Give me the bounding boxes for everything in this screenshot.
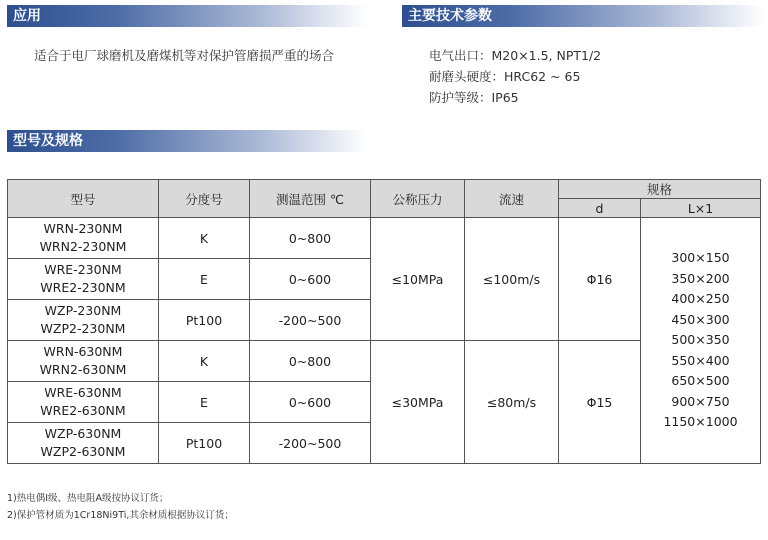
pressure-cell: ≤10MPa	[371, 218, 465, 341]
section-header-application: 应用	[7, 5, 367, 27]
header-range: 测温范围 ℃	[250, 180, 371, 218]
division-cell: Pt100	[159, 300, 250, 341]
flow-cell: ≤100m/s	[465, 218, 559, 341]
model-cell: WRE-630NM WRE2-630NM	[8, 382, 159, 423]
header-model: 型号	[8, 180, 159, 218]
header-spec: 规格	[559, 180, 761, 199]
header-d: d	[559, 199, 641, 218]
pressure-cell: ≤30MPa	[371, 341, 465, 464]
footnote-1: 1)热电偶Ⅰ级、热电阻A级按协议订货；	[7, 493, 169, 504]
range-cell: 0~800	[250, 341, 371, 382]
tech-param-hardness: 耐磨头硬度：HRC62 ~ 65	[429, 69, 581, 84]
range-cell: 0~800	[250, 218, 371, 259]
length-list-cell: 300×150 350×200 400×250 450×300 500×350 550×400 650×500 900×750 1150×1000	[641, 218, 761, 464]
model-cell: WZP-230NM WZP2-230NM	[8, 300, 159, 341]
header-pressure: 公称压力	[371, 180, 465, 218]
range-cell: -200~500	[250, 423, 371, 464]
application-text: 适合于电厂球磨机及磨煤机等对保护管磨损严重的场合	[34, 48, 335, 63]
tech-param-electrical: 电气出口：M20×1.5, NPT1/2	[429, 48, 602, 63]
model-cell: WZP-630NM WZP2-630NM	[8, 423, 159, 464]
table-row	[8, 218, 761, 259]
diameter-cell: Φ15	[559, 341, 641, 464]
division-cell: Pt100	[159, 423, 250, 464]
range-cell: 0~600	[250, 382, 371, 423]
section-header-tech-params: 主要技术参数	[402, 5, 764, 27]
model-cell: WRE-230NM WRE2-230NM	[8, 259, 159, 300]
spec-table	[7, 179, 761, 464]
header-division: 分度号	[159, 180, 250, 218]
header-lx1: L×1	[641, 199, 761, 218]
tech-param-protection: 防护等级：IP65	[429, 90, 519, 105]
flow-cell: ≤80m/s	[465, 341, 559, 464]
section-header-models: 型号及规格	[7, 130, 367, 152]
range-cell: -200~500	[250, 300, 371, 341]
division-cell: K	[159, 218, 250, 259]
diameter-cell: Φ16	[559, 218, 641, 341]
model-cell: WRN-630NM WRN2-630NM	[8, 341, 159, 382]
range-cell: 0~600	[250, 259, 371, 300]
division-cell: E	[159, 259, 250, 300]
model-cell: WRN-230NM WRN2-230NM	[8, 218, 159, 259]
footnote-2: 2)保护管材质为1Cr18Ni9Ti,其余材质根据协议订货；	[7, 510, 234, 521]
header-flow: 流速	[465, 180, 559, 218]
division-cell: K	[159, 341, 250, 382]
division-cell: E	[159, 382, 250, 423]
